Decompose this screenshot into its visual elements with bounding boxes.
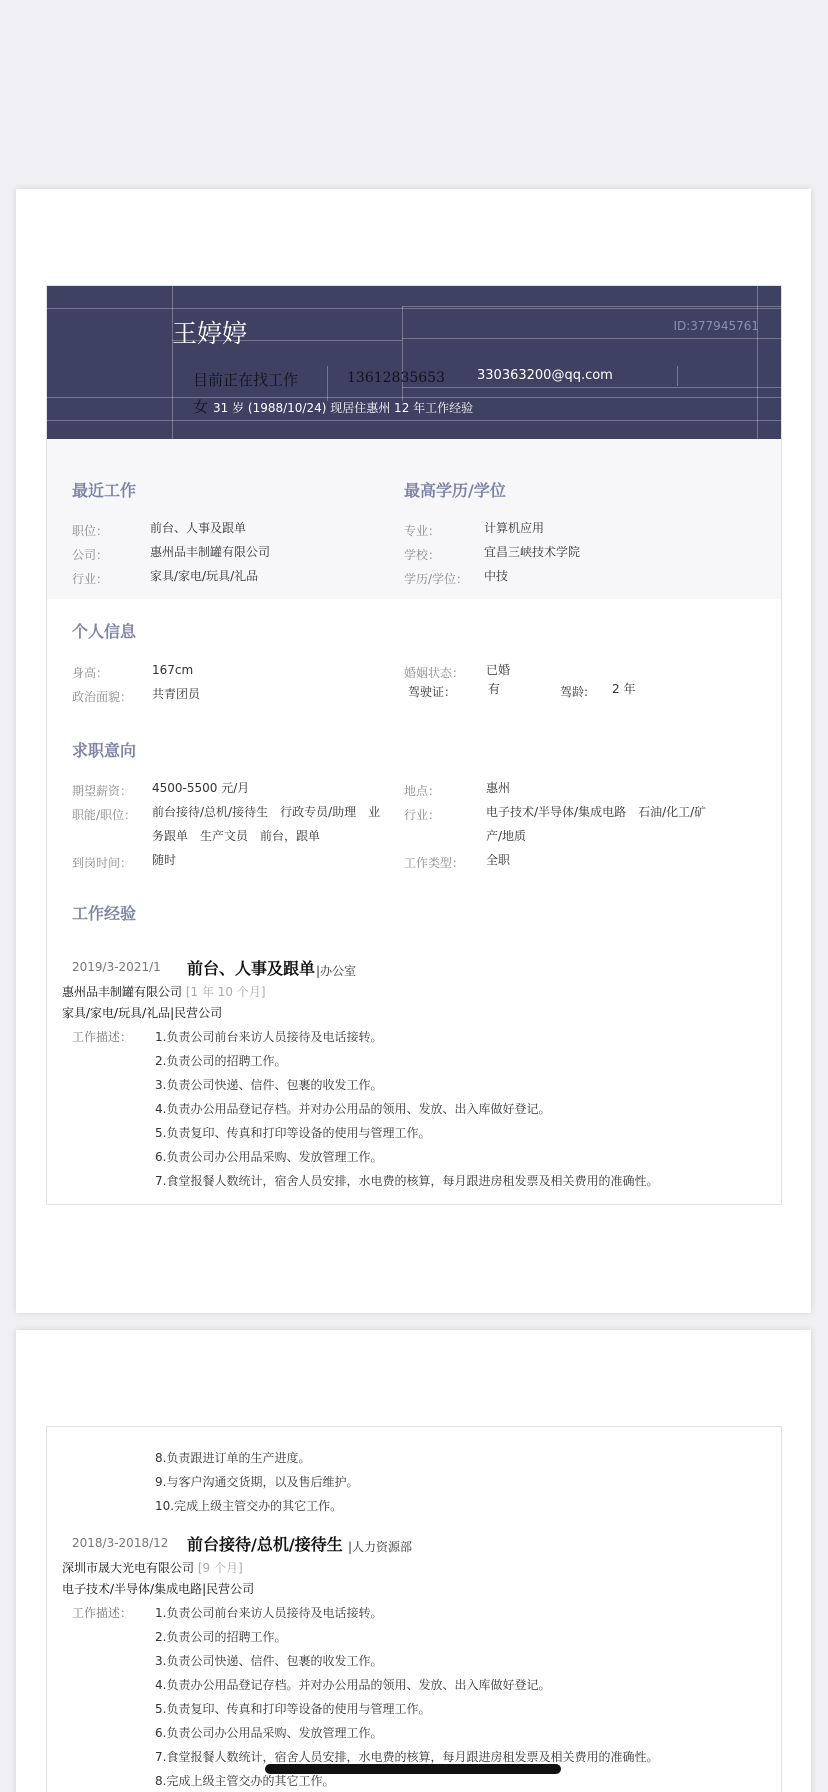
candidate-id: ID:377945761	[673, 319, 759, 333]
resume-frame	[46, 285, 782, 1205]
duty-item: 6.负责公司办公用品采购、发放管理工作。	[155, 1150, 383, 1164]
email-address[interactable]: 330363200@qq.com	[477, 368, 613, 383]
company-label: 公司：	[72, 548, 109, 562]
duty-item: 6.负责公司办公用品采购、发放管理工作。	[155, 1726, 383, 1740]
job2-company-line	[62, 1559, 243, 1576]
license-value: 有	[488, 682, 501, 696]
job2-company: 深圳市晟大光电有限公司	[62, 1561, 195, 1575]
resume-page-1	[16, 189, 811, 1313]
duty-item: 3.负责公司快递、信件、包裹的收发工作。	[155, 1654, 383, 1668]
degree-value: 中技	[484, 569, 509, 583]
industry-label: 行业：	[72, 572, 109, 586]
function-label: 职能/职位：	[72, 808, 137, 822]
job1-company: 惠州品丰制罐有限公司	[62, 985, 183, 999]
duty-item: 8.完成上级主管交办的其它工作。	[155, 1774, 335, 1788]
job1-company-line	[62, 983, 266, 1000]
salary-value: 4500-5500 元/月	[152, 781, 250, 795]
driving-age-label: 驾龄:	[560, 685, 589, 699]
school-label: 学校：	[404, 548, 441, 562]
candidate-bio: 31 岁 (1988/10/24) 现居住惠州 12 年工作经验	[213, 401, 474, 415]
location-label: 地点：	[404, 784, 441, 798]
duty-item: 2.负责公司的招聘工作。	[155, 1630, 287, 1644]
license-label: 驾驶证：	[408, 685, 457, 699]
duty-item: 3.负责公司快递、信件、包裹的收发工作。	[155, 1078, 383, 1092]
resume-page-2	[16, 1330, 811, 1792]
school-value: 宜昌三峡技术学院	[484, 545, 581, 559]
duty-item: 5.负责复印、传真和打印等设备的使用与管理工作。	[155, 1126, 431, 1140]
arrival-label: 到岗时间：	[72, 856, 133, 870]
major-value: 计算机应用	[484, 521, 545, 535]
work-experience-title: 工作经验	[72, 904, 137, 923]
worktype-label: 工作类型：	[404, 856, 465, 870]
degree-label: 学历/学位：	[404, 572, 469, 586]
candidate-name: 王婷婷	[172, 319, 248, 348]
job2-desc-label: 工作描述：	[72, 1606, 133, 1620]
duty-item: 4.负责办公用品登记存档。并对办公用品的领用、发放、出入库做好登记。	[155, 1102, 551, 1116]
duty-item: 10.完成上级主管交办的其它工作。	[155, 1499, 343, 1513]
job1-dept: |办公室	[316, 964, 357, 978]
job1-duration: [1 年 10 个月]	[185, 985, 266, 999]
function-value-line2: 务跟单 生产文员 前台，跟单	[152, 829, 321, 843]
location-value: 惠州	[486, 781, 511, 795]
job1-industry: 家具/家电/玩具/礼品|民营公司	[62, 1006, 223, 1020]
duty-item: 1.负责公司前台来访人员接待及电话接转。	[155, 1030, 383, 1044]
job2-dept: |人力资源部	[348, 1540, 413, 1554]
political-label: 政治面貌：	[72, 690, 133, 704]
personal-info-title: 个人信息	[72, 622, 137, 641]
salary-label: 期望薪资：	[72, 784, 133, 798]
education-title: 最高学历/学位	[404, 481, 506, 500]
political-value: 共青团员	[152, 687, 201, 701]
phone-number[interactable]: 13612835653	[347, 370, 445, 386]
marital-value: 已婚	[486, 663, 511, 677]
duty-item: 7.食堂报餐人数统计，宿舍人员安排，水电费的核算，每月跟进房租发票及相关费用的准确性。	[155, 1174, 659, 1188]
duty-item: 1.负责公司前台来访人员接待及电话接转。	[155, 1606, 383, 1620]
intent-industry-label: 行业：	[404, 808, 441, 822]
duty-item: 9.与客户沟通交货期，以及售后维护。	[155, 1475, 359, 1489]
company-value: 惠州品丰制罐有限公司	[150, 545, 271, 559]
duty-item: 5.负责复印、传真和打印等设备的使用与管理工作。	[155, 1702, 431, 1716]
duty-item: 7.食堂报餐人数统计，宿舍人员安排，水电费的核算，每月跟进房租发票及相关费用的准确性。	[155, 1750, 659, 1764]
driving-age-value: 2 年	[612, 682, 636, 696]
job1-date: 2019/3-2021/1	[72, 960, 161, 974]
height-value: 167cm	[152, 663, 194, 677]
job1-desc-label: 工作描述：	[72, 1030, 133, 1044]
resume-header	[47, 286, 781, 439]
home-indicator[interactable]	[265, 1764, 561, 1774]
intent-industry-line2: 产/地质	[486, 829, 527, 843]
job-intent-title: 求职意向	[72, 741, 137, 760]
marital-label: 婚姻状态：	[404, 666, 465, 680]
major-label: 专业：	[404, 524, 441, 538]
job-search-status: 目前正在找工作	[193, 371, 299, 389]
job1-title: 前台、人事及跟单	[187, 959, 316, 978]
arrival-value: 随时	[152, 853, 177, 867]
industry-value: 家具/家电/玩具/礼品	[150, 569, 259, 583]
recent-work-title: 最近工作	[72, 481, 137, 500]
intent-industry-line1: 电子技术/半导体/集成电路 石油/化工/矿	[486, 805, 707, 819]
job2-duration: [9 个月]	[197, 1561, 243, 1575]
candidate-sex: 女	[193, 398, 209, 416]
duty-item: 2.负责公司的招聘工作。	[155, 1054, 287, 1068]
job2-industry: 电子技术/半导体/集成电路|民营公司	[62, 1582, 255, 1596]
resume-frame-continued	[46, 1426, 782, 1792]
job2-date: 2018/3-2018/12	[72, 1536, 169, 1550]
height-label: 身高：	[72, 666, 109, 680]
job2-title: 前台接待/总机/接待生	[187, 1535, 343, 1554]
position-value: 前台、人事及跟单	[150, 521, 247, 535]
duty-item: 8.负责跟进订单的生产进度。	[155, 1451, 311, 1465]
worktype-value: 全职	[486, 853, 511, 867]
function-value-line1: 前台接待/总机/接待生 行政专员/助理 业	[152, 805, 381, 819]
duty-item: 4.负责办公用品登记存档。并对办公用品的领用、发放、出入库做好登记。	[155, 1678, 551, 1692]
position-label: 职位：	[72, 524, 109, 538]
